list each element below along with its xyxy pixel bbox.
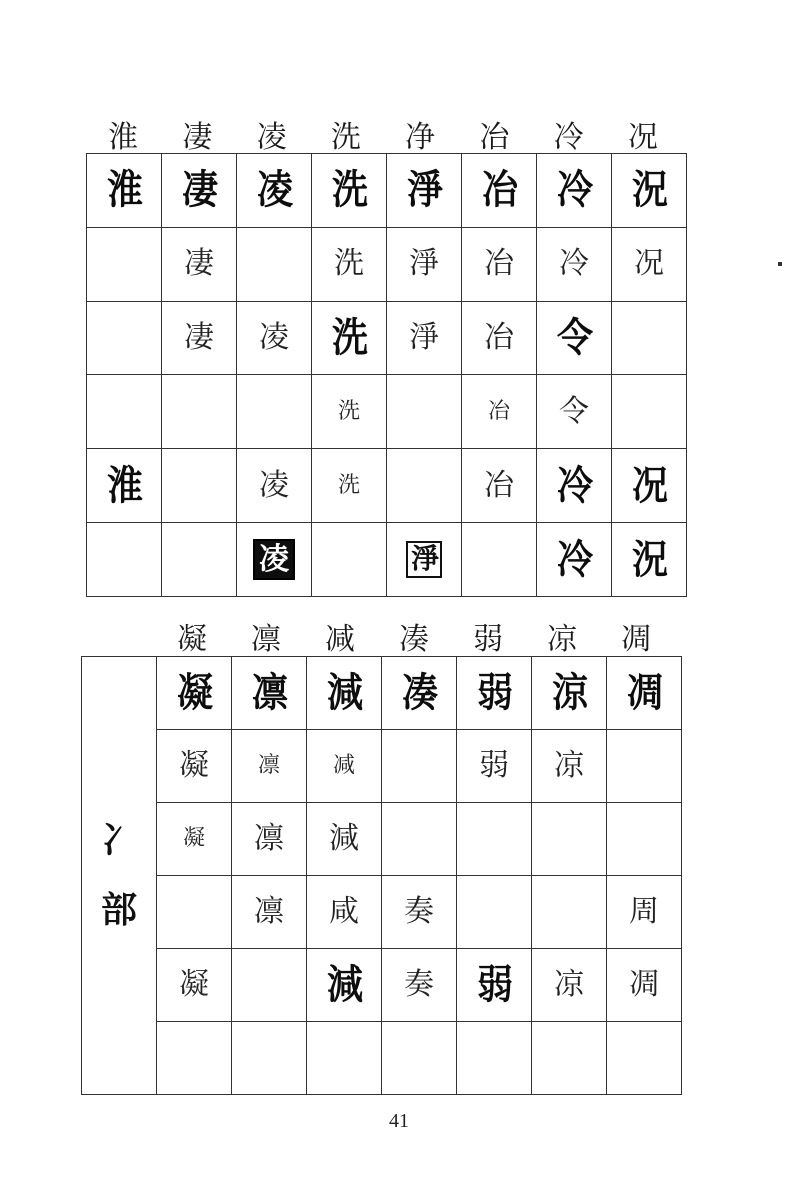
seal-script-glyph: 冶 [484, 467, 514, 503]
bamboo-glyph: 奏 [404, 894, 434, 929]
seal-script-glyph: 凉 [554, 967, 584, 1002]
table-row [87, 523, 687, 597]
table-row [87, 301, 687, 375]
section2-header: 弱 [473, 622, 503, 657]
section2-header: 凛 [251, 622, 281, 657]
seal-stamp-glyph: 淨 [406, 541, 442, 578]
seal-glyph: 凋 [626, 669, 662, 716]
oracle-glyph: 洗 [334, 246, 364, 282]
oracle-glyph: 凝 [179, 748, 209, 783]
seal-stamp-glyph: 凌 [253, 539, 295, 581]
table-row [82, 1022, 682, 1095]
seal-glyph: 冶 [481, 166, 517, 214]
bamboo-glyph: 咸 [329, 894, 359, 929]
seal-glyph: 凌 [256, 166, 292, 214]
oracle-glyph: 减 [332, 753, 355, 778]
bronze-glyph: 凄 [184, 320, 214, 356]
oracle-glyph: 凄 [184, 246, 214, 282]
seal-script-glyph: 凝 [179, 967, 209, 1002]
seal-script-glyph: 冷 [556, 461, 592, 509]
table-row [82, 657, 682, 730]
seal-glyph: 淮 [106, 166, 142, 214]
section1-header: 净 [405, 120, 436, 155]
seal-stamp-glyph: 冷 [556, 535, 592, 583]
seal-script-glyph: 凌 [259, 467, 289, 503]
table-row [87, 227, 687, 301]
table-row [82, 803, 682, 876]
section1-header-row [86, 112, 680, 156]
seal-glyph: 凛 [251, 669, 287, 716]
page-number: 41 [389, 1110, 409, 1132]
section2-header-row [155, 614, 673, 658]
section2-glyph-table [81, 656, 682, 1095]
bronze-glyph: 冶 [484, 320, 514, 356]
section2-header: 凑 [399, 622, 429, 657]
oracle-glyph: 凉 [554, 748, 584, 783]
section1-header: 冷 [553, 120, 584, 155]
seal-glyph: 淨 [406, 166, 442, 214]
seal-glyph: 凄 [181, 166, 217, 214]
section1-glyph-table [86, 153, 687, 597]
seal-script-glyph: 弱 [476, 961, 512, 1008]
section1-header: 洗 [330, 120, 361, 155]
bamboo-glyph: 洗 [337, 398, 360, 424]
bamboo-glyph: 令 [559, 393, 589, 429]
seal-glyph: 減 [326, 669, 362, 716]
bronze-glyph: 凛 [254, 821, 284, 856]
bamboo-glyph: 冶 [487, 398, 510, 424]
seal-glyph: 涼 [551, 669, 587, 716]
section2-header: 减 [325, 622, 355, 657]
table-row [87, 449, 687, 523]
table-row [87, 375, 687, 449]
seal-script-glyph: 淮 [106, 461, 142, 509]
seal-glyph: 凝 [176, 669, 212, 716]
seal-stamp-glyph: 況 [631, 535, 667, 583]
bronze-glyph: 淨 [409, 320, 439, 356]
bamboo-glyph: 凛 [254, 894, 284, 929]
seal-glyph: 凑 [401, 669, 437, 716]
radical-label-cell [82, 657, 157, 1095]
seal-script-glyph: 洗 [337, 472, 360, 498]
section1-header: 冶 [479, 120, 510, 155]
seal-script-glyph: 凋 [629, 967, 659, 1002]
table-row [87, 154, 687, 228]
oracle-glyph: 淨 [409, 246, 439, 282]
oracle-glyph: 况 [634, 246, 664, 282]
oracle-glyph: 凛 [257, 753, 280, 778]
table-row [82, 876, 682, 949]
bronze-glyph: 減 [329, 821, 359, 856]
section1-header: 凄 [182, 120, 213, 155]
seal-script-glyph: 奏 [404, 967, 434, 1002]
section2-header: 凋 [621, 622, 651, 657]
seal-script-glyph: 減 [326, 961, 362, 1008]
seal-glyph: 弱 [476, 669, 512, 716]
section1-header: 凌 [256, 120, 287, 155]
bronze-glyph: 凝 [182, 826, 205, 851]
section1-header: 淮 [108, 120, 139, 155]
section1-header: 况 [627, 120, 658, 155]
bamboo-glyph: 周 [629, 894, 659, 929]
bronze-glyph: 令 [556, 314, 592, 362]
table-row [82, 730, 682, 803]
table-row [82, 949, 682, 1022]
oracle-glyph: 冷 [559, 246, 589, 282]
section2-header: 凉 [547, 622, 577, 657]
scan-speck [778, 262, 782, 266]
section2-header: 凝 [177, 622, 207, 657]
bronze-glyph: 凌 [259, 320, 289, 356]
bronze-glyph: 洗 [331, 314, 367, 362]
seal-glyph: 洗 [331, 166, 367, 214]
radical-label: 冫 部 [100, 819, 137, 931]
oracle-glyph: 弱 [479, 748, 509, 783]
seal-glyph: 況 [631, 166, 667, 214]
seal-glyph: 冷 [556, 166, 592, 214]
seal-script-glyph: 况 [631, 461, 667, 509]
oracle-glyph: 冶 [484, 246, 514, 282]
